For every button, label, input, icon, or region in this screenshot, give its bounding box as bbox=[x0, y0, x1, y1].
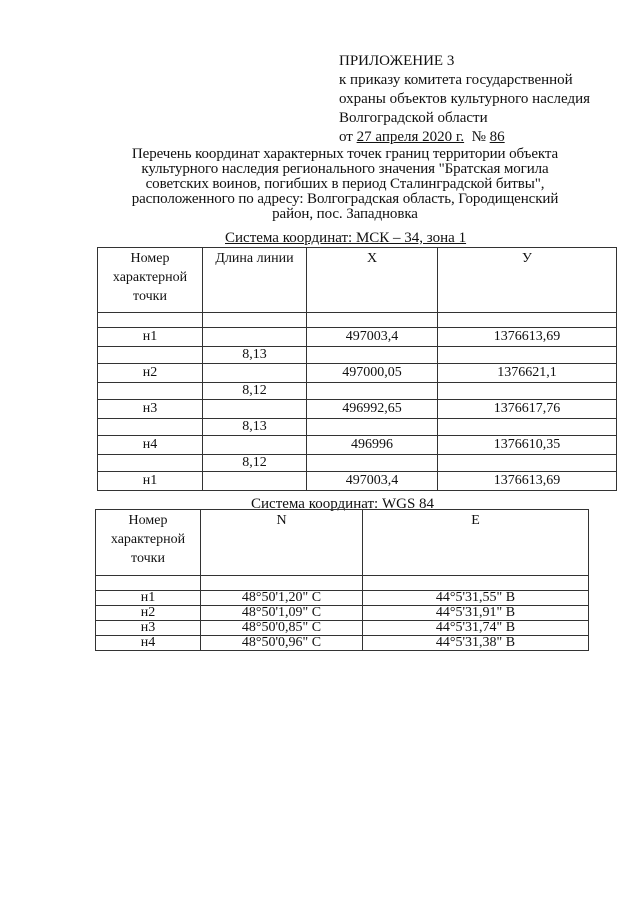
table-row: 8,12 bbox=[98, 455, 617, 472]
appendix-block bbox=[339, 52, 590, 147]
table-row: н1 497003,4 1376613,69 bbox=[98, 328, 617, 347]
wgs84-coordinates-table bbox=[95, 509, 589, 651]
table1-spacer-row bbox=[98, 313, 617, 328]
table1-caption: Система координат: МСК – 34, зона 1 bbox=[225, 230, 467, 246]
header-e: E bbox=[363, 510, 589, 576]
number-prefix: № bbox=[471, 129, 486, 145]
table-row: н2 497000,05 1376621,1 bbox=[98, 364, 617, 383]
appendix-date-line bbox=[339, 128, 590, 147]
date-prefix: от bbox=[339, 129, 353, 145]
table-row: н3 48°50'0,85" С 44°5'31,74" В bbox=[96, 621, 589, 636]
header-line-length: Длина линии bbox=[203, 248, 307, 313]
document-heading bbox=[100, 147, 590, 222]
order-number: 86 bbox=[489, 129, 505, 145]
heading-line-2: культурного наследия регионального значения "Братская могила bbox=[141, 161, 549, 177]
table2-header-row bbox=[96, 510, 589, 576]
heading-line-3: советских воинов, погибших в период Сталинградской битвы", bbox=[145, 176, 545, 192]
appendix-line-3: Волгоградской области bbox=[339, 110, 488, 126]
msk34-coordinates-table bbox=[97, 247, 617, 491]
table-row: 8,13 bbox=[98, 347, 617, 364]
header-point-number: Номер характерной точки bbox=[96, 510, 201, 576]
table-row: н1 48°50'1,20" С 44°5'31,55" В bbox=[96, 591, 589, 606]
table-row: н1 497003,4 1376613,69 bbox=[98, 472, 617, 491]
header-y: У bbox=[438, 248, 617, 313]
table2-spacer-row bbox=[96, 576, 589, 591]
heading-line-4: расположенного по адресу: Волгоградская область, Городищенский bbox=[131, 191, 559, 207]
header-point-number: Номер характерной точки bbox=[98, 248, 203, 313]
appendix-line-2: охраны объектов культурного наследия bbox=[339, 91, 591, 107]
heading-line-5: район, пос. Западновка bbox=[272, 206, 418, 222]
table-row: н2 48°50'1,09" С 44°5'31,91" В bbox=[96, 606, 589, 621]
header-n: N bbox=[201, 510, 363, 576]
table1-header-row bbox=[98, 248, 617, 313]
table-row: н3 496992,65 1376617,76 bbox=[98, 400, 617, 419]
appendix-title: ПРИЛОЖЕНИЕ 3 bbox=[339, 53, 455, 69]
table-row: н4 48°50'0,96" С 44°5'31,38" В bbox=[96, 636, 589, 651]
heading-line-1: Перечень координат характерных точек границ территории объекта bbox=[131, 146, 559, 162]
order-date: 27 апреля 2020 г. bbox=[356, 129, 465, 145]
table-row: 8,13 bbox=[98, 419, 617, 436]
header-x: X bbox=[307, 248, 438, 313]
table2-caption: Система координат: WGS 84 bbox=[251, 496, 435, 512]
table-row: н4 496996 1376610,35 bbox=[98, 436, 617, 455]
appendix-line-1: к приказу комитета государственной bbox=[339, 72, 573, 88]
table-row: 8,12 bbox=[98, 383, 617, 400]
